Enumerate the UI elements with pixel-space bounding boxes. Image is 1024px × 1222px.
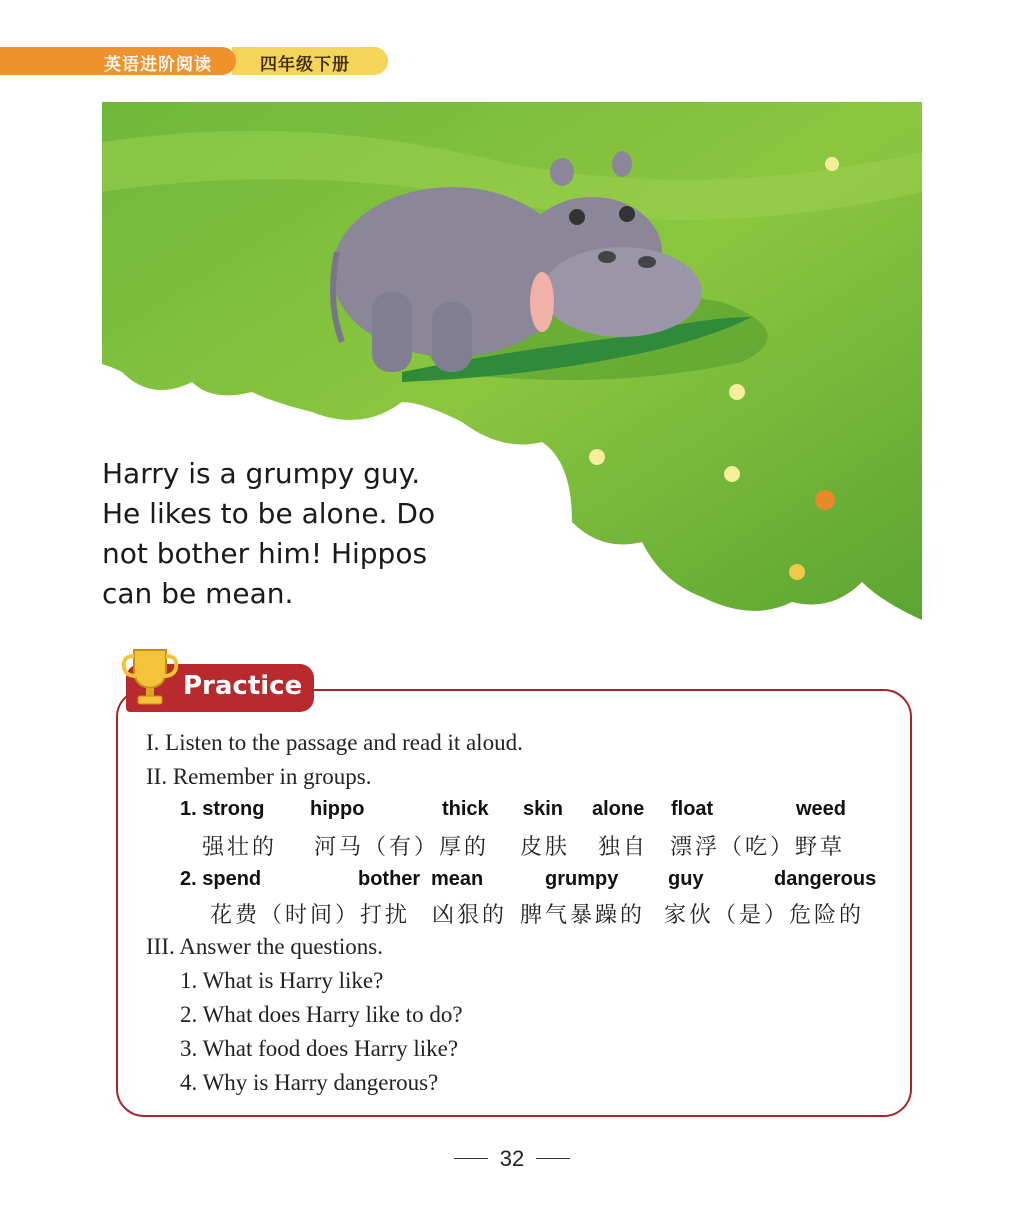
practice-title: Practice <box>183 671 303 701</box>
story-line: can be mean. <box>102 577 294 610</box>
vocab-word: bother <box>358 868 421 890</box>
story-line: not bother him! Hippos <box>102 537 428 570</box>
vocab-word: float <box>671 798 714 820</box>
vocab-translation: 漂浮（吃）野草 <box>670 835 846 860</box>
story-text <box>102 454 472 614</box>
page-number: 32 <box>499 1146 525 1171</box>
page-rule-left <box>454 1158 488 1159</box>
story-line: He likes to be alone. Do <box>102 497 436 530</box>
section-3: III. Answer the questions. <box>146 934 383 959</box>
section-2: II. Remember in groups. <box>146 764 372 789</box>
vocab-word: weed <box>796 798 847 820</box>
vocab-translation: 独自 <box>598 835 649 860</box>
vocab-translation: 凶狠的 <box>432 903 508 928</box>
header-grade: 四年级下册 <box>260 55 350 75</box>
page-rule-right <box>536 1158 570 1159</box>
vocab-translation: 河马（有）厚的 <box>314 835 490 860</box>
page-number-area <box>454 1146 570 1172</box>
vocab-word: hippo <box>310 798 365 820</box>
vocab-word: grumpy <box>545 868 619 890</box>
vocab-translation: 强壮的 <box>202 835 278 860</box>
header-series-banner <box>0 47 236 75</box>
header-grade-banner <box>232 47 388 75</box>
question: 1. What is Harry like? <box>180 968 384 993</box>
vocab-translation: 花费（时间）打扰 <box>210 903 411 928</box>
trophy-icon <box>120 640 180 710</box>
vocab-translation: 脾气暴躁的 <box>520 903 646 928</box>
vocab-translation: 家伙（是）危险的 <box>664 903 865 928</box>
story-line: Harry is a grumpy guy. <box>102 457 421 490</box>
vocab-word: mean <box>431 868 484 890</box>
question: 4. Why is Harry dangerous? <box>180 1070 439 1095</box>
vocab-word: 2. spend <box>180 868 262 890</box>
vocab-word: skin <box>523 798 564 820</box>
vocab-word: 1. strong <box>180 798 265 820</box>
header-series-title: 英语进阶阅读 <box>104 55 212 75</box>
vocab-word: dangerous <box>774 868 877 890</box>
vocab-word: guy <box>668 868 704 890</box>
vocab-translation: 皮肤 <box>520 835 571 860</box>
vocab-word: alone <box>592 798 645 820</box>
section-1: I. Listen to the passage and read it aloud. <box>146 730 523 755</box>
question: 2. What does Harry like to do? <box>180 1002 463 1027</box>
vocab-word: thick <box>442 798 489 820</box>
question: 3. What food does Harry like? <box>180 1036 459 1061</box>
